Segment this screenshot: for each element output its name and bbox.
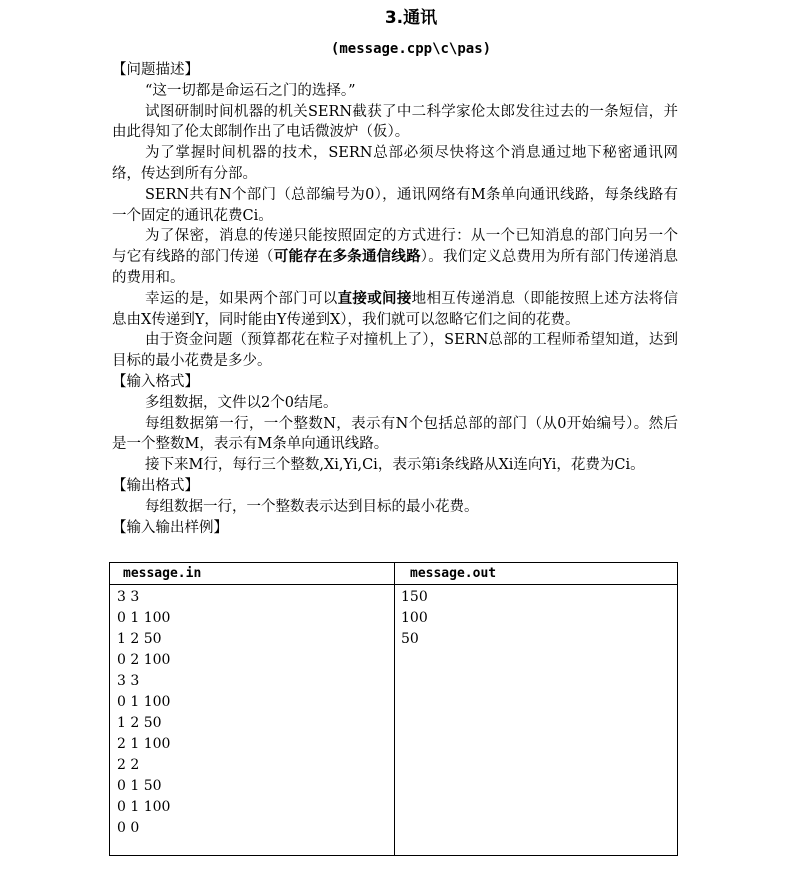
problem-paragraph <box>112 226 678 288</box>
sample-input-line: 2 2 <box>117 757 140 773</box>
table-header-out: message.out <box>410 566 497 581</box>
sample-input-line: 0 1 100 <box>117 694 171 710</box>
table-header-in: message.in <box>123 566 202 581</box>
text-run: 幸运的是，如果两个部门可以 <box>145 290 338 307</box>
section-output-heading: 【输出格式】 <box>112 477 199 494</box>
sample-input-line: 0 1 50 <box>117 778 162 794</box>
problem-paragraph: 试图研制时间机器的机关SERN截获了中二科学家伦太郎发往过去的一条短信，并由此得知了伦太郎制作出了电话微波炉（仮）。 <box>112 103 678 141</box>
section-input-heading: 【输入格式】 <box>112 373 199 390</box>
text-run: ）。我们定义总费用为所有部门传递消息的费用和。 <box>112 249 679 286</box>
sample-output-line: 150 <box>401 589 428 605</box>
input-paragraph: 多组数据，文件以2个0结尾。 <box>145 394 338 411</box>
sample-input-line: 2 1 100 <box>117 736 171 752</box>
text-run: 地相互传递消息（即能按照上述方法将信息由X传递到Y，同时能由Y传递到X），我们就可以忽略它们之间的花费。 <box>112 290 679 328</box>
sample-input-line: 1 2 50 <box>117 631 162 647</box>
input-paragraph: 接下来M行，每行三个整数,Xi,Yi,Ci，表示第i条线路从Xi连向Yi，花费为Ci。 <box>145 457 645 474</box>
sample-input-column <box>117 587 170 839</box>
problem-paragraph: 由于资金问题（预算都花在粒子对撞机上了），SERN总部的工程师希望知道，达到目标的最小花费是多少。 <box>112 332 678 370</box>
section-problem-heading: 【问题描述】 <box>112 62 199 78</box>
problem-paragraph: 为了掌握时间机器的技术，SERN总部必须尽快将这个消息通过地下秘密通讯网络，传达到所有分部。 <box>112 145 678 182</box>
sample-input-line: 0 0 <box>117 820 140 836</box>
file-names: (message.cpp\c\pas) <box>330 41 492 57</box>
output-paragraph: 每组数据一行，一个整数表示达到目标的最小花费。 <box>145 498 479 515</box>
text-run: 为了保密，消息的传递只能按照固定的方式进行：从一个已知消息的部门向另一个与它有线路的部门传递（ <box>112 228 678 266</box>
sample-input-line: 0 1 100 <box>117 610 171 626</box>
section-sample-heading: 【输入输出样例】 <box>112 519 228 536</box>
table-divider <box>394 563 395 855</box>
problem-title: 3.通讯 <box>384 8 438 28</box>
sample-input-line: 3 3 <box>117 589 140 605</box>
sample-output-line: 50 <box>401 631 419 647</box>
problem-paragraph: “这一切都是命运石之门的选择。” <box>145 82 356 99</box>
emphasis-direct-indirect: 直接或间接 <box>337 290 412 307</box>
problem-paragraph: SERN共有N个部门（总部编号为0），通讯网络有M条单向通讯线路，每条线路有一个固定的通讯花费Ci。 <box>112 186 678 224</box>
input-paragraph: 每组数据第一行，一个整数N，表示有N个包括总部的部门（从0开始编号）。然后是一个整数M，表示有M条单向通讯线路。 <box>112 415 678 453</box>
sample-table <box>109 562 678 856</box>
sample-input-line: 1 2 50 <box>117 715 162 731</box>
sample-output-line: 100 <box>401 610 428 626</box>
sample-input-line: 0 1 100 <box>117 799 171 815</box>
sample-output-column <box>401 587 428 650</box>
sample-input-line: 0 2 100 <box>117 652 171 668</box>
emphasis-multi-lines: 可能存在多条通信线路 <box>273 249 421 266</box>
problem-paragraph <box>112 289 678 331</box>
problem-body <box>112 60 678 538</box>
sample-input-line: 3 3 <box>117 673 140 689</box>
